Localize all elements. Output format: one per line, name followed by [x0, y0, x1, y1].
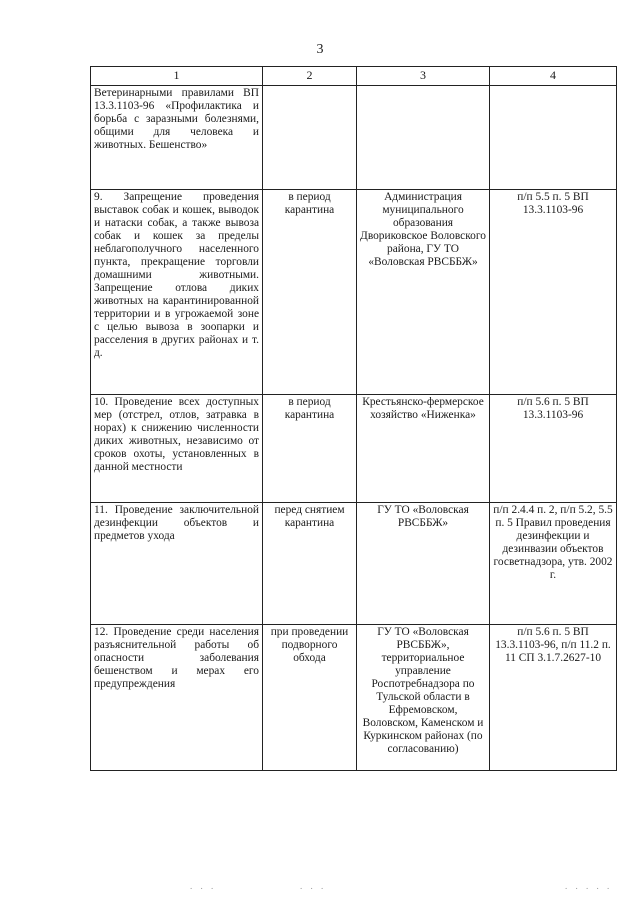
responsible-cell: Администрация муниципального образования Двориковское Воловского района, ГУ ТО «Воловская РВСББЖ» [357, 189, 490, 394]
responsible-cell [357, 85, 490, 189]
table-row [91, 189, 617, 394]
measures-table [90, 66, 617, 771]
table-row [91, 85, 617, 189]
column-header: 4 [490, 67, 617, 86]
measure-cell: 9. Запрещение проведения выставок собак и кошек, выводок и натаски собак, а также вывоза собак и кошек за пределы неблагополучного населенного пункта, прекращение торговли домашними животными. Запрещение отлова диких животных на карантинированной территории и в угрожаемой зоне с целью вывоза в зоопарки и расселения в других районах и т. д. [91, 189, 263, 394]
table-header-row [91, 67, 617, 86]
basis-cell [490, 85, 617, 189]
table-row [91, 624, 617, 770]
measure-cell: Ветеринарными правилами ВП 13.3.1103-96 «Профилактика и борьба с заразными болезнями, общими для человека и животных. Бешенство» [91, 85, 263, 189]
measure-cell: 12. Проведение среди населения разъяснительной работы об опасности заболевания бешенством и мерах его предупреждения [91, 624, 263, 770]
basis-cell: п/п 5.6 п. 5 ВП 13.3.1103-96, п/п 11.2 п. 11 СП 3.1.7.2627-10 [490, 624, 617, 770]
table-row [91, 502, 617, 624]
responsible-cell: Крестьянско-фермерское хозяйство «Ниженка» [357, 394, 490, 502]
period-cell: в период карантина [263, 394, 357, 502]
responsible-cell: ГУ ТО «Воловская РВСББЖ», территориальное управление Роспотребнадзора по Тульской области в Ефремовском, Воловском, Каменском и Куркинском районах (по согласованию) [357, 624, 490, 770]
responsible-cell: ГУ ТО «Воловская РВСББЖ» [357, 502, 490, 624]
measure-cell: 10. Проведение всех доступных мер (отстрел, отлов, затравка в норах) к снижению численности диких животных, независимо от сроков охоты, установленных в данной местности [91, 394, 263, 502]
period-cell: в период карантина [263, 189, 357, 394]
period-cell: перед снятием карантина [263, 502, 357, 624]
basis-cell: п/п 2.4.4 п. 2, п/п 5.2, 5.5 п. 5 Правил проведения дезинфекции и дезинвазии объектов госветнадзора, утв. 2002 г. [490, 502, 617, 624]
measure-cell: 11. Проведение заключительной дезинфекции объектов и предметов ухода [91, 502, 263, 624]
period-cell [263, 85, 357, 189]
scan-artifact: . . . [190, 881, 217, 891]
column-header: 1 [91, 67, 263, 86]
column-header: 3 [357, 67, 490, 86]
scan-artifact: . . . . . [565, 881, 613, 891]
table-row [91, 394, 617, 502]
column-header: 2 [263, 67, 357, 86]
basis-cell: п/п 5.5 п. 5 ВП 13.3.1103-96 [490, 189, 617, 394]
period-cell: при проведении подворного обхода [263, 624, 357, 770]
scan-artifact: . . . [300, 881, 327, 891]
page-number: 3 [316, 42, 324, 57]
basis-cell: п/п 5.6 п. 5 ВП 13.3.1103-96 [490, 394, 617, 502]
